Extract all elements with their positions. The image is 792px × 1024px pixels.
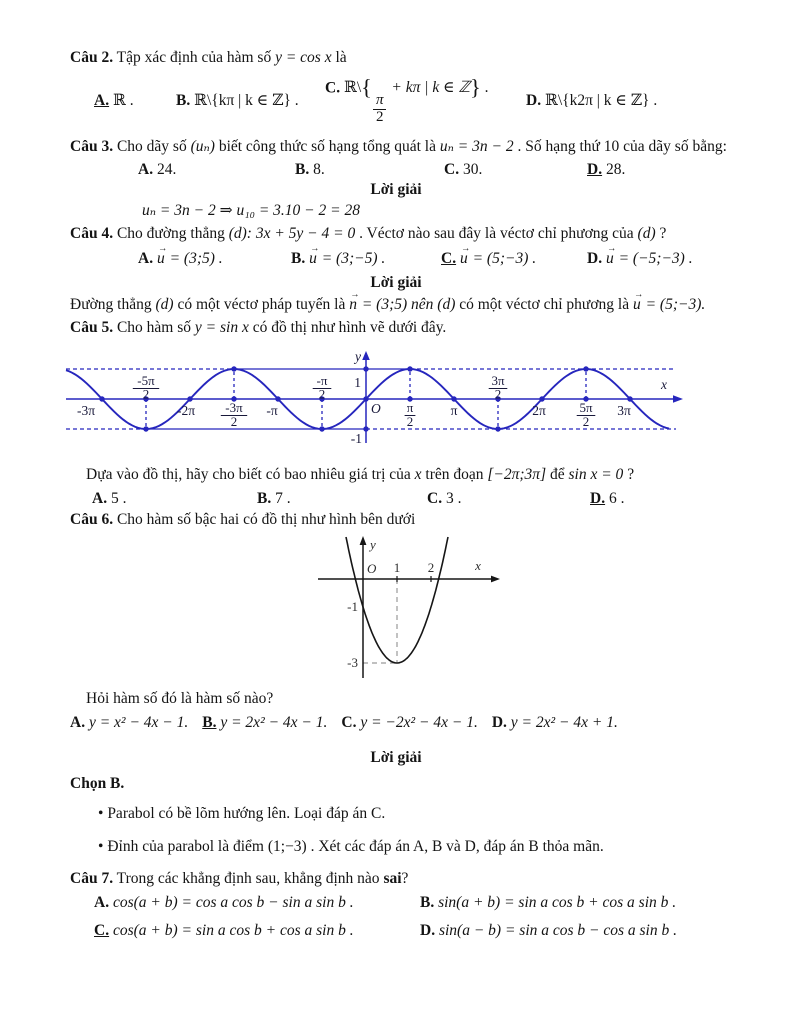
axis-label: y [355, 348, 361, 364]
q5-stem [70, 318, 734, 338]
q3-option-b [295, 160, 444, 180]
q5-options [70, 489, 734, 509]
option-letter: A. [94, 92, 110, 110]
close-brace: } [470, 75, 481, 101]
axis-label: x [475, 557, 481, 573]
text: Cho dãy số [113, 138, 191, 156]
option-value: = (−5;−3) . [614, 249, 693, 267]
option-value: y = −2x² − 4x − 1. [360, 714, 478, 732]
fraction-denominator: 2 [375, 109, 384, 126]
text: trên đoạn [421, 465, 488, 483]
text: Cho hàm số bậc hai có đồ thị như hình bên dưới [113, 511, 416, 529]
axis-label: π [406, 399, 414, 415]
axis-label: O [367, 560, 377, 576]
axis-label: -5π [137, 372, 155, 388]
axis-label: 2 [427, 559, 435, 575]
text: có một véctơ pháp tuyến là [173, 295, 350, 313]
option-value: cos(a + b) = cos a cos b − sin a sin b . [112, 894, 354, 912]
option-letter: B. [202, 714, 217, 732]
axis-label: 2 [230, 413, 238, 429]
q4-solution-title: Lời giải [370, 274, 422, 292]
axis-label: 2π [532, 402, 546, 418]
option-value: sin(a − b) = sin a cos b − cos a sin b . [438, 921, 677, 939]
q2-options [70, 75, 734, 126]
sine-plot [58, 347, 698, 451]
text: Đường thẳng [70, 295, 156, 313]
option-value: cos(a + b) = sin a cos b + cos a sin b . [112, 921, 354, 939]
option-letter: D. [526, 92, 542, 110]
q7-option-d [420, 921, 677, 941]
chosen-answer: Chọn B. [70, 775, 125, 793]
graph-point [627, 396, 632, 401]
graph-point [319, 426, 324, 431]
q2-stem-tail: là [331, 49, 347, 66]
axis-label: 2 [406, 413, 414, 429]
graph-point [363, 426, 368, 431]
axis-label: y [370, 536, 376, 552]
solution-bullet-2 [70, 837, 734, 857]
text: ? [401, 869, 409, 887]
option-value: = (3;−5) . [317, 249, 386, 267]
set-body: + kπ | k ∈ ℤ [387, 79, 470, 97]
math: y = sin x [194, 319, 249, 337]
option-value: 6 . [608, 489, 625, 507]
option-value: 24. [156, 160, 177, 178]
vector-u: u → [157, 249, 165, 269]
text: . Véctơ nào sau đây là véctơ chỉ phương của [355, 225, 638, 243]
q5-option-d [590, 489, 624, 509]
q3-option-c [444, 160, 587, 180]
option-letter: B. [295, 160, 310, 178]
graph-point [407, 366, 412, 371]
text: có đồ thị như hình vẽ dưới đây. [248, 319, 447, 337]
axis-label: 2 [318, 386, 326, 402]
option-value: 3 . [445, 489, 462, 507]
q5-option-b [257, 489, 427, 509]
option-letter: B. [291, 249, 306, 267]
q4-option-d [587, 249, 693, 269]
q6-stem [70, 510, 734, 530]
period: . [480, 79, 489, 97]
option-value: 5 . [110, 489, 127, 507]
axis-label: -3 [347, 654, 358, 670]
option-value: 7 . [275, 489, 291, 507]
axis-label: -3π [225, 399, 243, 415]
graph-point [451, 396, 456, 401]
graph-point [363, 366, 368, 371]
option-value: 28. [605, 160, 626, 178]
option-letter: A. [138, 249, 154, 267]
vector-u: u → [460, 249, 468, 269]
option-letter: D. [587, 160, 603, 178]
bullet-text: Đỉnh của parabol là điểm (1;−3) . Xét các đáp án A, B và D, đáp án B thỏa mãn. [107, 838, 604, 856]
bullet-marker: • [98, 804, 104, 822]
option-value: sin(a + b) = sin a cos b + cos a sin b . [438, 894, 677, 912]
option-value: ℝ\{kπ | k ∈ ℤ} . [194, 92, 299, 110]
q2-stem [70, 48, 734, 68]
math: (d) [437, 295, 456, 313]
text: Dựa vào đồ thị, hãy cho biết có bao nhiêu giá trị của [86, 465, 415, 483]
q7-options-row1 [70, 893, 734, 913]
parabola-plot [308, 532, 508, 684]
option-letter: A. [94, 894, 110, 912]
option-letter: C. [94, 921, 110, 939]
option-value: = (3;5) . [165, 249, 223, 267]
graph-point [363, 396, 368, 401]
q2-option-c [325, 77, 526, 126]
q6-option-c [341, 713, 477, 733]
axis-label: -3π [76, 402, 96, 418]
option-letter: C. [325, 79, 341, 97]
q6-solution-title: Lời giải [370, 748, 422, 766]
q3-option-d [587, 160, 625, 180]
bullet-text: Parabol có bề lõm hướng lên. Loại đáp án C. [107, 804, 386, 822]
q2-option-d [526, 91, 657, 111]
set-prefix: ℝ\ [343, 79, 362, 97]
vector-u: u → [606, 249, 614, 269]
axis-label: 2 [582, 413, 590, 429]
option-value: ℝ . [112, 92, 134, 110]
q4-stem [70, 224, 734, 244]
math: (uₙ) [190, 138, 215, 156]
q4-options [70, 249, 734, 269]
sine-graph [58, 347, 698, 451]
axis-label: -π [316, 372, 328, 388]
q3-solution-title: Lời giải [370, 181, 422, 199]
fraction [372, 93, 388, 126]
parabola-graph [308, 532, 508, 684]
option-letter: D. [590, 489, 606, 507]
option-value: y = x² − 4x − 1. [88, 714, 189, 732]
option-letter: D. [587, 249, 603, 267]
q3-label: Câu 3. [70, 138, 114, 156]
q6-option-b [202, 713, 327, 733]
option-letter: A. [70, 714, 86, 732]
text: Cho đường thẳng [113, 225, 229, 243]
q2-label: Câu 2. [70, 49, 114, 66]
q5-label: Câu 5. [70, 319, 114, 337]
option-letter: C. [444, 160, 460, 178]
graph-point [539, 396, 544, 401]
text: . Số hạng thứ 10 của dãy số bằng: [513, 138, 727, 156]
axis-label: 2 [494, 386, 502, 402]
axis-label: x [661, 376, 667, 392]
q6-question: Hỏi hàm số đó là hàm số nào? [86, 689, 274, 707]
option-value: y = 2x² − 4x − 1. [220, 714, 328, 732]
math: [−2π;3π] [487, 465, 547, 483]
math: (d): 3x + 5y − 4 = 0 [228, 225, 356, 243]
q3-option-a [138, 160, 295, 180]
q7-option-a [94, 893, 420, 913]
axis-label: -2π [176, 402, 196, 418]
emphasis-sai: sai [383, 869, 402, 887]
q5-question [70, 465, 734, 485]
q4-option-c [441, 249, 587, 269]
q4-label: Câu 4. [70, 225, 114, 243]
fraction-numerator: π [373, 93, 387, 110]
q6-label: Câu 6. [70, 511, 114, 529]
q7-option-b [420, 893, 676, 913]
axis-label: 3π [491, 372, 505, 388]
q5-option-a [92, 489, 257, 509]
q7-option-c [94, 921, 420, 941]
option-value: y = 2x² − 4x + 1. [510, 714, 618, 732]
math: = (5;−3). [641, 295, 706, 313]
option-value [343, 75, 489, 126]
option-letter: C. [427, 489, 443, 507]
vector-u: u → [309, 249, 317, 269]
q5-option-c [427, 489, 590, 509]
option-letter: C. [341, 714, 357, 732]
math: x [414, 465, 422, 483]
bullet-marker: • [98, 838, 104, 856]
q7-stem [70, 869, 734, 889]
graph-point [99, 396, 104, 401]
q4-option-a [138, 249, 291, 269]
graph-point [275, 396, 280, 401]
axis-label: 2 [142, 386, 150, 402]
vector-n: n → [349, 295, 357, 315]
graph-point [143, 426, 148, 431]
graph-point [495, 426, 500, 431]
option-letter: B. [257, 489, 272, 507]
option-value: = (5;−3) . [468, 249, 537, 267]
q7-options-row2 [70, 921, 734, 941]
axis-label: 1 [393, 559, 401, 575]
axis-label: 1 [354, 374, 361, 390]
q3-options [70, 160, 734, 180]
solution-bullet-1 [70, 804, 734, 824]
text: biết công thức số hạng tổng quát là [214, 138, 440, 156]
q3-solution-formula: uₙ = 3n − 2 ⇒ u₁₀ = 3.10 − 2 = 28 [142, 201, 360, 219]
q6-options [70, 713, 734, 733]
graph-point [583, 366, 588, 371]
option-letter: A. [92, 489, 108, 507]
text: để [546, 465, 569, 483]
q4-solution [70, 295, 734, 315]
vector-u: u → [633, 295, 641, 315]
option-letter: C. [441, 249, 457, 267]
q2-stem-text: Tập xác định của hàm số [113, 49, 276, 66]
q4-option-b [291, 249, 441, 269]
text: có một véctơ chỉ phương là [455, 295, 633, 313]
graph-point [231, 366, 236, 371]
option-letter: B. [420, 894, 435, 912]
option-value: 30. [462, 160, 483, 178]
q6-option-d [492, 713, 618, 733]
q7-label: Câu 7. [70, 869, 114, 887]
q2-option-a [94, 91, 176, 111]
axis-label: -1 [350, 430, 362, 446]
text: Trong các khẳng định sau, khẳng định nào [113, 869, 384, 887]
q6-option-a [70, 713, 188, 733]
axis-label: -1 [347, 598, 358, 614]
q3-stem [70, 137, 734, 157]
math: (d) [155, 295, 174, 313]
axis-label: 3π [617, 402, 631, 418]
option-value: ℝ\{k2π | k ∈ ℤ} . [544, 92, 658, 110]
math: sin x = 0 [568, 465, 624, 483]
axis-label: -π [266, 402, 278, 418]
axis-label: π [450, 402, 458, 418]
option-letter: D. [420, 921, 436, 939]
open-brace: { [361, 75, 372, 101]
math: = (3;5) nên [357, 295, 438, 313]
q2-option-b [176, 91, 325, 111]
option-letter: D. [491, 714, 507, 732]
math: uₙ = 3n − 2 [439, 138, 514, 156]
math: (d) [637, 225, 656, 243]
option-letter: B. [176, 92, 191, 110]
graph-point [187, 396, 192, 401]
text: Cho hàm số [113, 319, 195, 337]
text: ? [623, 465, 635, 483]
q2-stem-math: y = cos x [275, 49, 332, 66]
text: ? [655, 225, 667, 243]
option-value: 8. [313, 160, 325, 178]
axis-label: 5π [579, 399, 593, 415]
option-letter: A. [138, 160, 154, 178]
axis-label: O [371, 400, 381, 416]
